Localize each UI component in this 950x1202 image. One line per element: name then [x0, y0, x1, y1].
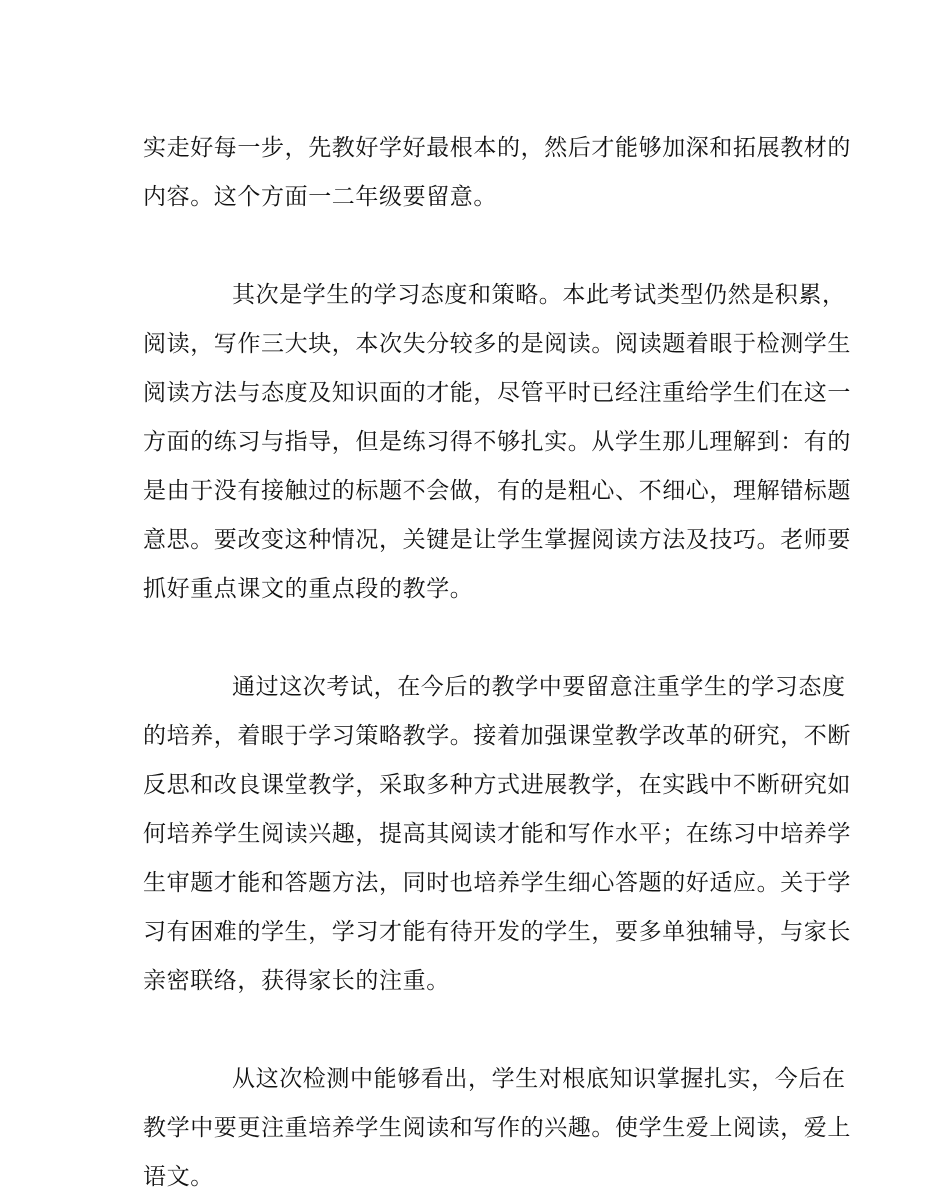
paragraph-teaching-plan — [143, 663, 851, 1006]
document-body — [143, 124, 851, 1202]
text-line: 实走好每一步，先教好学好最根本的，然后才能够加深和拓展教材的 — [143, 135, 851, 161]
text-line: 从这次检测中能够看出，学生对根底知识掌握扎实，今后在 — [232, 1066, 846, 1092]
paragraph-spacing — [143, 1006, 803, 1055]
text-line: 通过这次考试，在今后的教学中要留意注重学生的学习态度 — [232, 674, 846, 700]
text-line: 抓好重点课文的重点段的教学。 — [143, 576, 474, 602]
paragraph-continuation — [143, 124, 851, 222]
text-line: 习有困难的学生，学习才能有待开发的学生，要多单独辅导，与家长 — [143, 919, 851, 945]
text-line: 阅读方法与态度及知识面的才能，尽管平时已经注重给学生们在这一 — [143, 380, 851, 406]
text-line: 的培养，着眼于学习策略教学。接着加强课堂教学改革的研究，不断 — [143, 723, 851, 749]
text-line: 反思和改良课堂教学，采取多种方式进展教学，在实践中不断研究如 — [143, 772, 851, 798]
text-line: 是由于没有接触过的标题不会做，有的是粗心、不细心，理解错标题 — [143, 478, 851, 504]
paragraph-spacing — [143, 614, 803, 663]
text-line: 意思。要改变这种情况，关键是让学生掌握阅读方法及技巧。老师要 — [143, 527, 851, 553]
text-line: 其次是学生的学习态度和策略。本此考试类型仍然是积累， — [232, 282, 846, 308]
text-line: 语文。 — [143, 1164, 214, 1190]
text-line: 亲密联络，获得家长的注重。 — [143, 968, 450, 994]
text-line: 生审题才能和答题方法，同时也培养学生细心答题的好适应。关于学 — [143, 870, 851, 896]
paragraph-spacing — [143, 222, 803, 271]
text-line: 何培养学生阅读兴趣，提高其阅读才能和写作水平；在练习中培养学 — [143, 821, 851, 847]
text-line: 阅读，写作三大块，本次失分较多的是阅读。阅读题着眼于检测学生 — [143, 331, 851, 357]
text-line: 教学中要更注重培养学生阅读和写作的兴趣。使学生爱上阅读，爱上 — [143, 1115, 851, 1141]
paragraph-conclusion — [143, 1055, 851, 1202]
paragraph-learning-attitude — [143, 271, 851, 614]
text-line: 内容。这个方面一二年级要留意。 — [143, 184, 497, 210]
text-line: 方面的练习与指导，但是练习得不够扎实。从学生那儿理解到：有的 — [143, 429, 851, 455]
